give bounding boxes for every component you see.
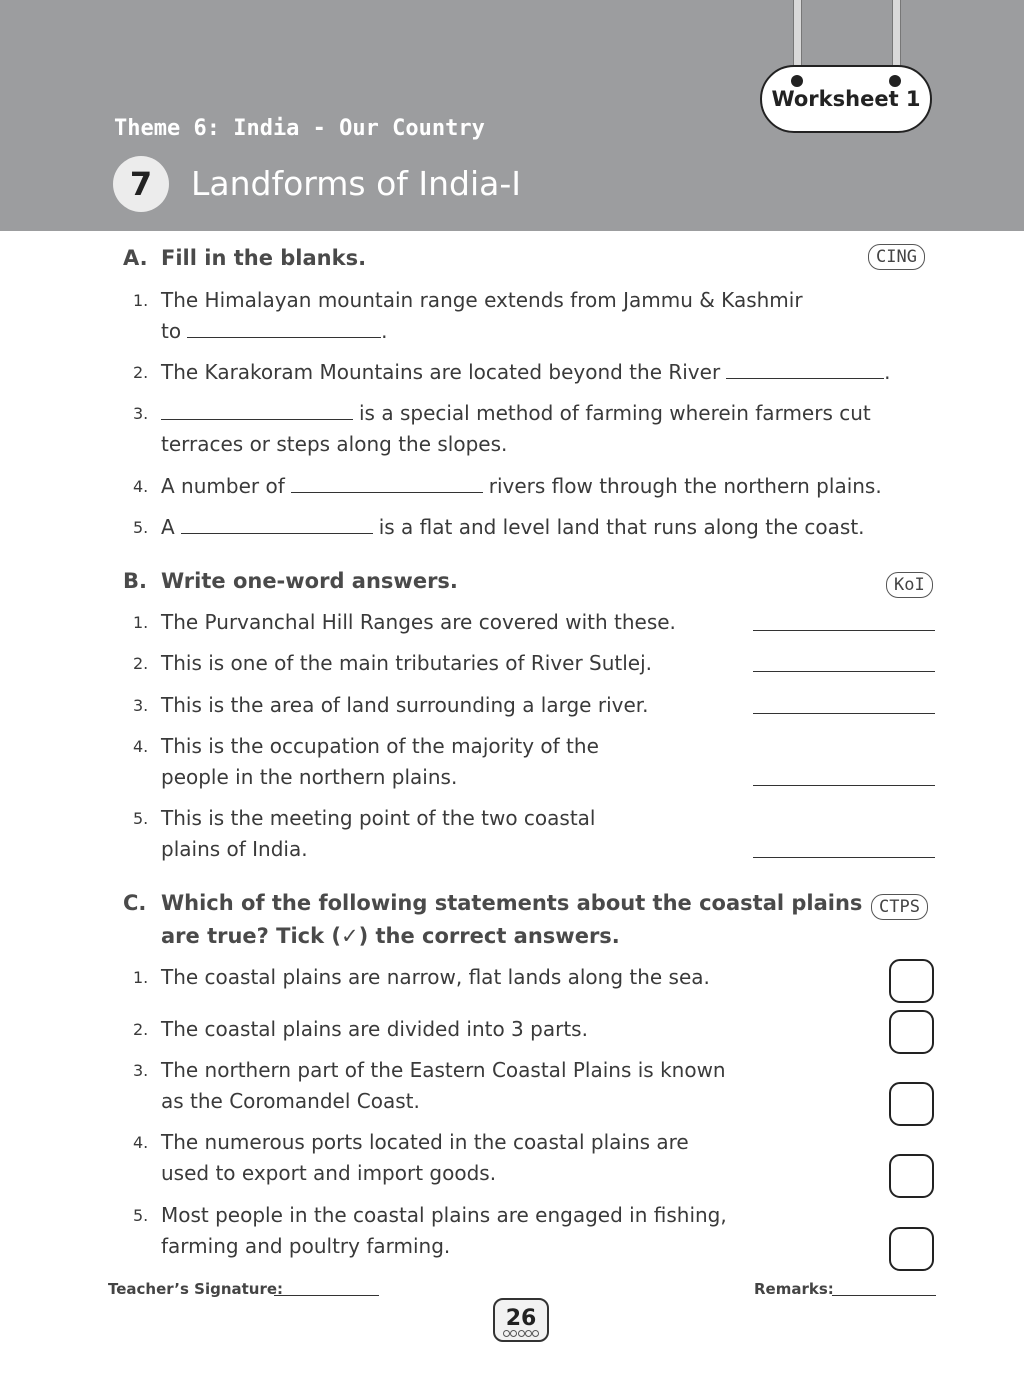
- chapter-number: 7: [113, 156, 169, 212]
- item-text: This is one of the main tributaries of River Sutlej.: [161, 651, 653, 675]
- tick-item-1: [133, 962, 710, 993]
- item-number: 4.: [133, 737, 149, 756]
- item-text: The coastal plains are narrow, flat lands along the sea.: [161, 965, 710, 989]
- section-heading-text: Fill in the blanks.: [161, 246, 367, 270]
- item-number: 5.: [133, 518, 149, 537]
- tick-box-4[interactable]: [889, 1154, 934, 1198]
- answer-blank[interactable]: [161, 401, 353, 420]
- item-line-2: as the Coromandel Coast.: [161, 1089, 420, 1113]
- item-number: 5.: [133, 1206, 149, 1225]
- badge-hole-right-icon: [889, 75, 901, 87]
- item-text-after: is a special method of farming wherein farmers cut: [359, 401, 871, 425]
- teacher-signature-label: Teacher’s Signature:: [108, 1280, 284, 1298]
- one-word-item-5: [133, 803, 596, 865]
- item-text-after: is a flat and level land that runs along the coast.: [378, 515, 865, 539]
- remarks-label: Remarks:: [754, 1280, 834, 1298]
- badge-hole-left-icon: [791, 75, 803, 87]
- worksheet-badge: [760, 65, 932, 133]
- chapter-title: Landforms of India-I: [191, 164, 522, 203]
- item-number: 4.: [133, 477, 149, 496]
- item-line-2: terraces or steps along the slopes.: [161, 432, 508, 456]
- item-number: 5.: [133, 809, 149, 828]
- item-number: 3.: [133, 696, 149, 715]
- tick-box-3[interactable]: [889, 1082, 934, 1126]
- section-letter: B.: [123, 569, 147, 593]
- item-text: The Purvanchal Hill Ranges are covered with these.: [161, 610, 676, 634]
- item-text: [133, 357, 891, 388]
- page-number-box: [493, 1298, 549, 1342]
- section-a-skill-tag: CING: [868, 244, 925, 270]
- item-text: [133, 1200, 727, 1262]
- section-heading-line-2: are true? Tick (✓) the correct answers.: [161, 924, 620, 948]
- section-c-heading: [123, 887, 862, 953]
- item-text: [133, 285, 803, 347]
- item-text: [133, 398, 871, 460]
- section-b-heading: [123, 565, 458, 598]
- item-text-before: The Karakoram Mountains are located beyond the River: [161, 360, 721, 384]
- answer-line-b5[interactable]: [753, 857, 935, 858]
- item-line-1: This is the occupation of the majority of the: [161, 734, 599, 758]
- item-number: 1.: [133, 968, 149, 987]
- tick-box-2[interactable]: [889, 1010, 934, 1054]
- item-text: [133, 1055, 726, 1117]
- item-line-2: plains of India.: [161, 837, 308, 861]
- page-box-dots-icon: [503, 1330, 539, 1337]
- tick-item-4: [133, 1127, 689, 1189]
- item-text-before: A: [161, 515, 175, 539]
- item-line-2: used to export and import goods.: [161, 1161, 497, 1185]
- section-c-skill-tag: CTPS: [871, 894, 928, 920]
- item-line-1: Most people in the coastal plains are engaged in fishing,: [161, 1203, 727, 1227]
- one-word-item-4: [133, 731, 599, 793]
- fill-blank-item-2: [133, 357, 891, 388]
- item-text: [133, 512, 865, 543]
- section-a-heading: [123, 242, 366, 275]
- item-number: 1.: [133, 291, 149, 310]
- answer-line-b4[interactable]: [753, 785, 935, 786]
- fill-blank-item-1: [133, 285, 803, 347]
- item-text-after: rivers flow through the northern plains.: [488, 474, 882, 498]
- answer-blank[interactable]: [187, 319, 381, 338]
- item-number: 2.: [133, 363, 149, 382]
- item-line-1: This is the meeting point of the two coastal: [161, 806, 596, 830]
- item-text: [133, 803, 596, 865]
- teacher-signature-line[interactable]: [274, 1295, 379, 1296]
- fill-blank-item-3: [133, 398, 871, 460]
- tick-box-5[interactable]: [889, 1227, 934, 1271]
- theme-title: Theme 6: India - Our Country: [114, 116, 485, 141]
- item-line-2-after: .: [381, 319, 388, 343]
- section-heading-text: Write one-word answers.: [161, 569, 458, 593]
- item-text: [133, 471, 882, 502]
- tick-box-1[interactable]: [889, 959, 934, 1003]
- one-word-item-3: [133, 690, 649, 721]
- answer-blank[interactable]: [181, 515, 373, 534]
- item-text: [133, 1127, 689, 1189]
- answer-line-b1[interactable]: [753, 630, 935, 631]
- item-text: [133, 731, 599, 793]
- section-heading-text: Which of the following statements about the coastal plains: [161, 891, 863, 915]
- item-number: 3.: [133, 1061, 149, 1080]
- item-text-before: A number of: [161, 474, 285, 498]
- item-number: 1.: [133, 613, 149, 632]
- item-line-1: The Himalayan mountain range extends from Jammu & Kashmir: [161, 288, 803, 312]
- section-letter: A.: [123, 246, 148, 270]
- page-header: [0, 0, 1024, 231]
- remarks-line[interactable]: [832, 1295, 936, 1296]
- worksheet-label: Worksheet 1: [771, 87, 921, 111]
- item-number: 3.: [133, 404, 149, 423]
- item-line-2: farming and poultry farming.: [161, 1234, 451, 1258]
- item-number: 4.: [133, 1133, 149, 1152]
- item-line-1: The numerous ports located in the coastal plains are: [161, 1130, 689, 1154]
- tick-item-2: [133, 1014, 588, 1045]
- item-text-after: .: [884, 360, 891, 384]
- one-word-item-2: [133, 648, 652, 679]
- page-number: 26: [505, 1306, 537, 1331]
- fill-blank-item-5: [133, 512, 865, 543]
- answer-line-b3[interactable]: [753, 713, 935, 714]
- answer-line-b2[interactable]: [753, 671, 935, 672]
- item-text: This is the area of land surrounding a large river.: [161, 693, 649, 717]
- fill-blank-item-4: [133, 471, 882, 502]
- item-text: The coastal plains are divided into 3 parts.: [161, 1017, 588, 1041]
- item-number: 2.: [133, 1020, 149, 1039]
- section-b-skill-tag: KoI: [886, 572, 933, 598]
- answer-blank[interactable]: [726, 360, 884, 379]
- item-line-1: The northern part of the Eastern Coastal Plains is known: [161, 1058, 726, 1082]
- section-heading-line-1: [123, 887, 862, 920]
- item-number: 2.: [133, 654, 149, 673]
- tick-item-3: [133, 1055, 726, 1117]
- one-word-item-1: [133, 607, 676, 638]
- item-line-2-before: to: [161, 319, 182, 343]
- answer-blank[interactable]: [291, 474, 483, 493]
- tick-item-5: [133, 1200, 727, 1262]
- section-letter: C.: [123, 891, 147, 915]
- item-line-2: people in the northern plains.: [161, 765, 458, 789]
